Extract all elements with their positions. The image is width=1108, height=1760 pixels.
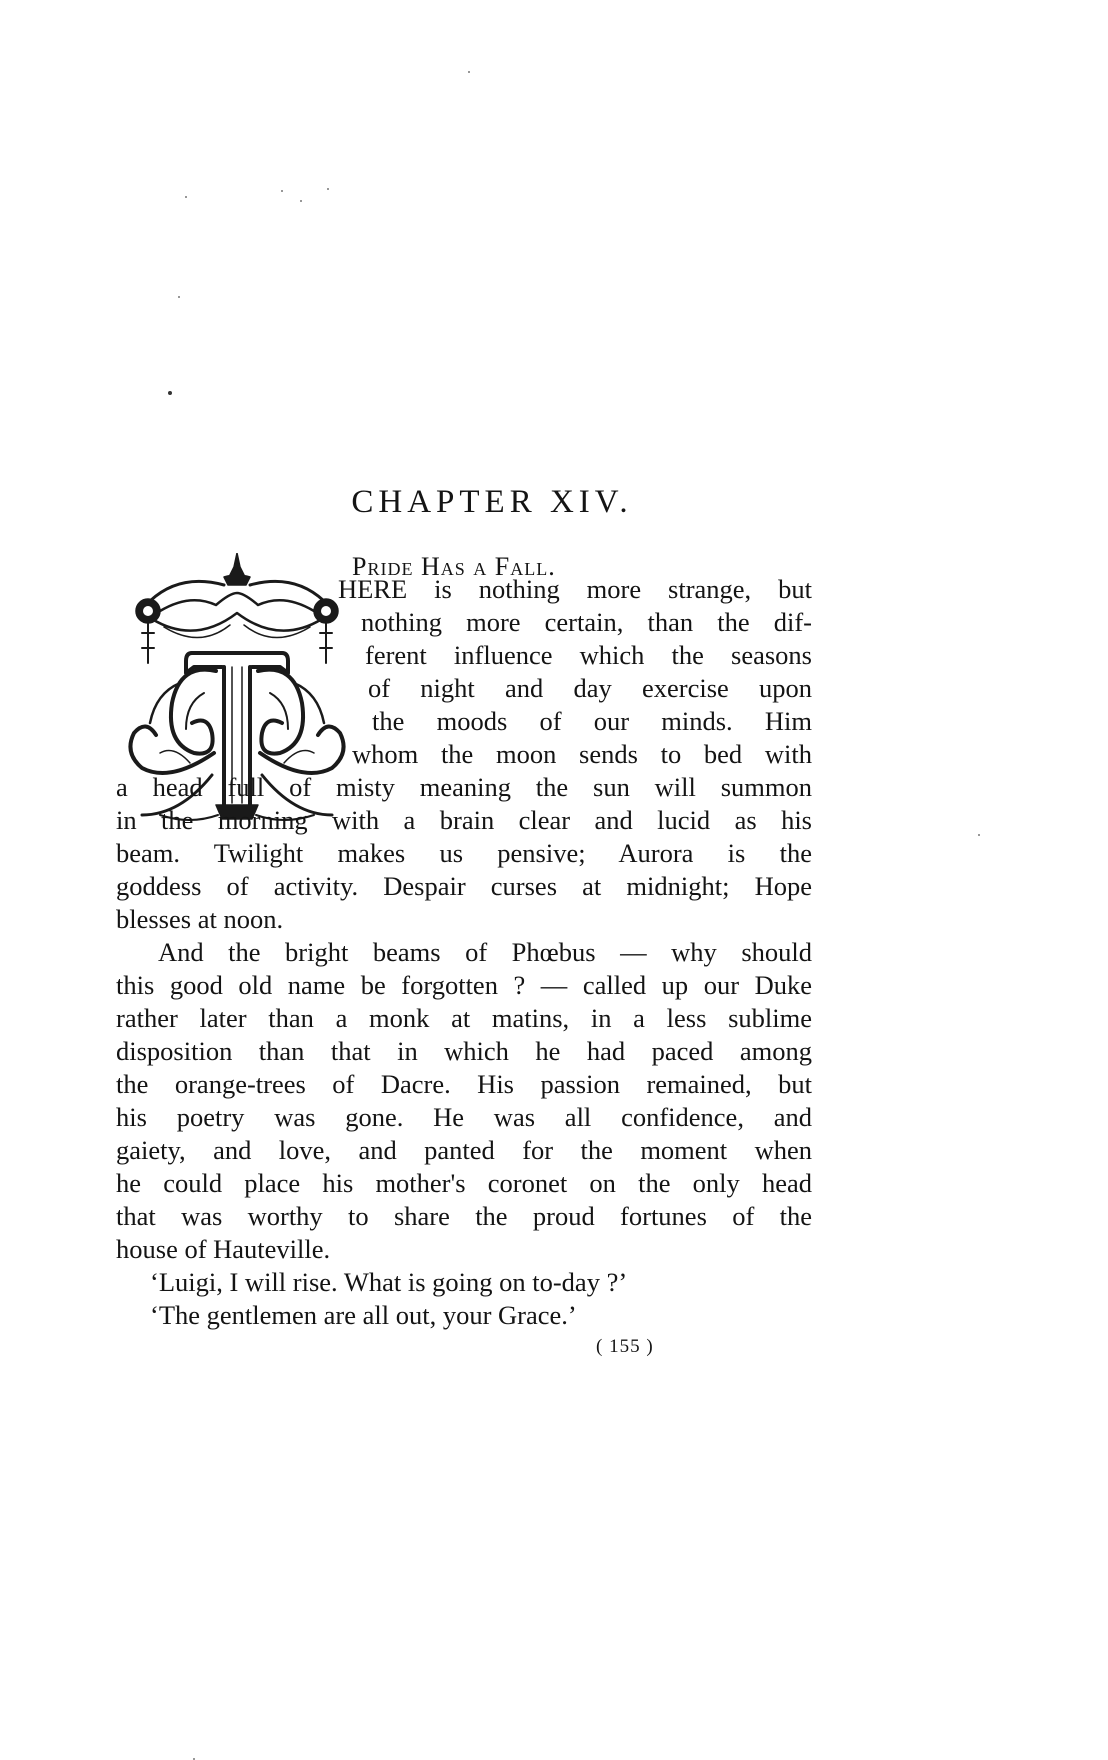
scan-speck [468, 71, 470, 73]
chapter-subtitle: Pride Has a Fall. [352, 552, 556, 581]
text-line: beam. Twilight makes us pensive; Aurora is the [116, 838, 812, 868]
text-line: nothing more certain, than the dif- [361, 607, 812, 637]
scan-speck [178, 296, 180, 298]
text-line: disposition than that in which he had paced among [116, 1036, 812, 1066]
text-line: whom the moon sends to bed with [352, 739, 812, 769]
scan-speck [978, 834, 980, 836]
scan-speck [185, 196, 187, 198]
text-line: goddess of activity. Despair curses at midnight; Hope [116, 871, 812, 901]
text-line: of night and day exercise upon [368, 673, 812, 703]
text-line: this good old name be forgotten ? — called up our Duke [116, 970, 812, 1000]
text-line: ‘The gentlemen are all out, your Grace.’ [150, 1300, 577, 1330]
text-line: gaiety, and love, and panted for the moment when [116, 1135, 812, 1165]
text-line: a head full of misty meaning the sun will summon [116, 772, 812, 802]
text-line: rather later than a monk at matins, in a less sublime [116, 1003, 812, 1033]
text-line: in the morning with a brain clear and lucid as his [116, 805, 812, 835]
text-line: ferent influence which the seasons [365, 640, 812, 670]
scan-speck [327, 188, 329, 190]
text-line: house of Hauteville. [116, 1234, 331, 1264]
text-line: the moods of our minds. Him [372, 706, 812, 736]
text-line: And the bright beams of Phœbus — why should [158, 937, 812, 967]
page-number: ( 155 ) [596, 1336, 654, 1357]
text-line: that was worthy to share the proud fortunes of the [116, 1201, 812, 1231]
scan-speck [300, 200, 302, 202]
text-line: his poetry was gone. He was all confidence, and [116, 1102, 812, 1132]
text-line: ‘Luigi, I will rise. What is going on to-day ?’ [150, 1267, 628, 1297]
scan-speck [168, 391, 172, 395]
text-line: the orange-trees of Dacre. His passion remained, but [116, 1069, 812, 1099]
text-line: he could place his mother's coronet on the only head [116, 1168, 812, 1198]
text-line: blesses at noon. [116, 904, 284, 934]
chapter-heading: CHAPTER XIV. [351, 484, 633, 520]
text-line: HERE is nothing more strange, but [338, 574, 812, 604]
scan-speck [281, 190, 283, 192]
